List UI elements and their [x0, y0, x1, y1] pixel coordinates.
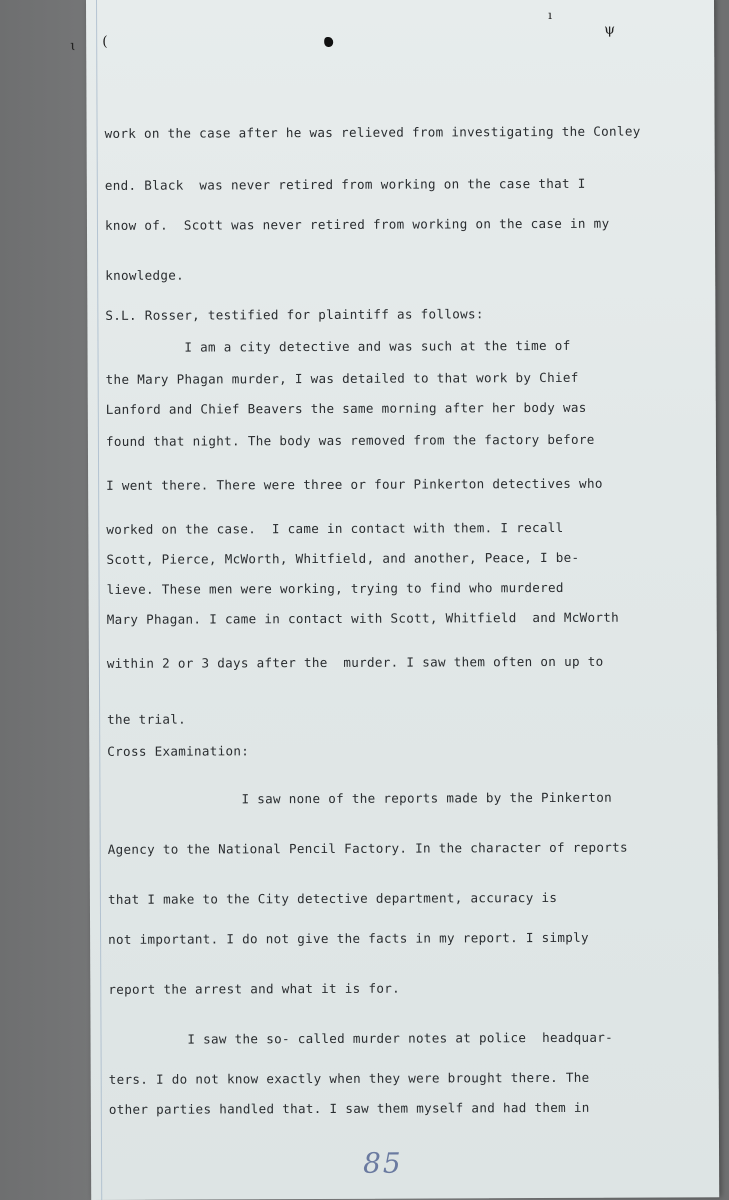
text-line: not important. I do not give the facts in my report. I simply: [108, 929, 589, 947]
text-line: that I make to the City detective department, accuracy is: [107, 889, 558, 907]
document-body: [104, 123, 705, 1117]
text-line: Lanford and Chief Beavers the same morning after her body was: [105, 399, 587, 417]
text-line: worked on the case. I came in contact with them. I recall: [106, 519, 564, 537]
margin-mark: ψ: [604, 21, 616, 38]
text-line: the trial.: [107, 711, 186, 727]
text-line: lieve. These men were working, trying to find who murdered: [106, 579, 564, 597]
text-line: Cross Examination:: [107, 743, 250, 759]
text-line: report the arrest and what it is for.: [108, 980, 400, 997]
text-line: work on the case after he was relieved from investigating the Conley: [104, 123, 641, 141]
page-top-marks: [70, 0, 714, 60]
text-line: end. Black was never retired from working on the case that I: [104, 175, 586, 193]
text-line: S.L. Rosser, testified for plaintiff as follows:: [105, 306, 484, 323]
text-line: know of. Scott was never retired from working on the case in my: [104, 215, 610, 233]
text-line: ters. I do not know exactly when they were brought there. The: [108, 1069, 590, 1087]
margin-mark: ɩ: [70, 38, 76, 55]
text-line: Scott, Pierce, McWorth, Whitfield, and another, Peace, I be-: [106, 549, 580, 567]
text-line: found that night. The body was removed from the factory before: [105, 431, 595, 449]
text-line: within 2 or 3 days after the murder. I saw them often on up to: [106, 653, 604, 671]
text-line: I am a city detective and was such at the time of: [105, 337, 571, 355]
text-line: I saw none of the reports made by the Pinkerton: [107, 789, 612, 807]
punch-hole: [324, 37, 333, 47]
text-line: knowledge.: [105, 267, 185, 283]
text-line: Mary Phagan. I came in contact with Scott, Whitfield and McWorth: [106, 609, 620, 627]
text-line: other parties handled that. I saw them myself and had them in: [108, 1099, 590, 1117]
margin-mark: (: [102, 33, 108, 50]
document-page: [70, 0, 719, 1200]
text-line: I went there. There were three or four Pinkerton detectives who: [106, 475, 603, 493]
page-number: 85: [363, 1146, 403, 1180]
text-line: the Mary Phagan murder, I was detailed to that work by Chief: [105, 369, 579, 387]
margin-mark: ı: [548, 7, 552, 22]
text-line: Agency to the National Pencil Factory. In the character of reports: [107, 839, 628, 857]
text-line: I saw the so- called murder notes at police headquar-: [108, 1029, 614, 1047]
